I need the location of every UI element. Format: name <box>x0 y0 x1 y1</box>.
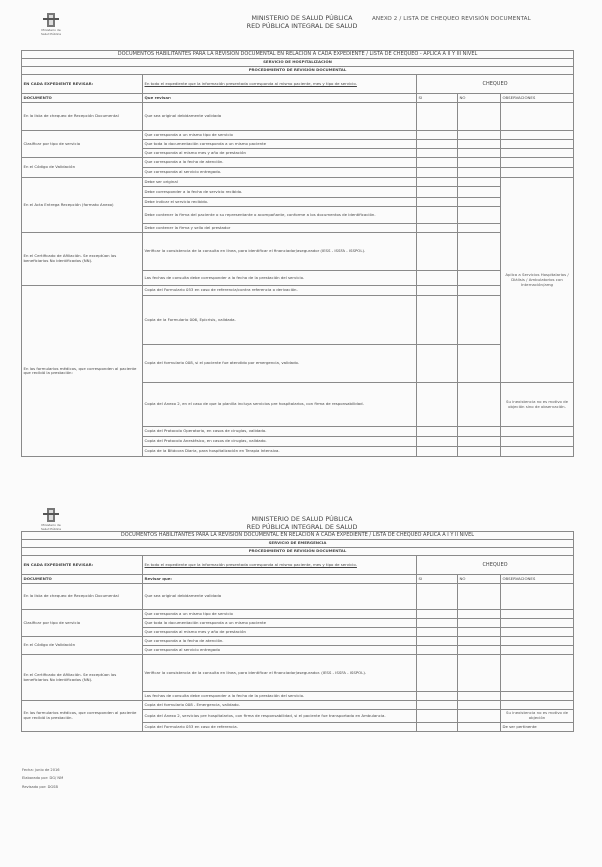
row-check: Que corresponda a la fecha de atención. <box>143 637 417 646</box>
no-cell[interactable] <box>458 345 501 383</box>
row-check: Que corresponda a un mismo tipo de servicio <box>143 131 417 140</box>
row-check: Copia del formulario 008, si el paciente fue atendido por emergencia, validado. <box>143 345 417 383</box>
obs-cell[interactable] <box>501 131 574 140</box>
service-name: SERVICIO DE EMERGENCIA <box>22 540 574 548</box>
row-check: Que corresponda al mismo mes y año de prestación <box>143 628 417 637</box>
no-cell[interactable] <box>458 140 501 149</box>
no-cell[interactable] <box>458 207 501 224</box>
no-cell[interactable] <box>458 149 501 158</box>
row-check: Que sea original debidamente validada <box>143 103 417 131</box>
si-cell[interactable] <box>417 584 458 610</box>
network-name: RED PÚBLICA INTEGRAL DE SALUD <box>246 22 358 30</box>
row-document: En el Certificado de Afiliación. Se exceptúan los beneficiarios No identificados (NN). <box>22 233 143 286</box>
si-cell[interactable] <box>417 187 458 198</box>
row-check: Copia del Protocolo Operatorio, en casos de cirugías, validado. <box>143 427 417 437</box>
si-cell[interactable] <box>417 224 458 233</box>
applies-note: Aplica a Servicios Hospitalarios / Diálisis / Ambulatorios con Internación/amg <box>501 178 574 383</box>
row-document: En los formularios médicos, que corresponden al paciente que recibió la prestación. <box>22 701 143 732</box>
row-check: Que toda la documentación corresponda a un mismo paciente <box>143 619 417 628</box>
row-check: Copia del Anexo 2, en el caso de que la planilla incluya servicios pre hospitalarios, con firma de responsabilidad. <box>143 383 417 427</box>
row-document: En la lista de chequeo de Recepción Documental <box>22 103 143 131</box>
si-cell[interactable] <box>417 701 458 710</box>
si-cell[interactable] <box>417 447 458 457</box>
obs-cell[interactable] <box>501 692 574 701</box>
row-document: En la lista de chequeo de Recepción Documental <box>22 584 143 610</box>
ministry-logo-icon <box>38 507 64 523</box>
row-observation: De ser pertinente <box>501 723 574 732</box>
row-check: Debe ser original <box>143 178 417 187</box>
table-title: DOCUMENTOS HABILITANTES PARA LA REVISIÓN DOCUMENTAL EN RELACIÓN A CADA EXPEDIENTE / LISTA DE CHEQUEO - APLICA A II Y III NIVEL <box>22 51 574 59</box>
row-check: Que corresponda a la fecha de atención. <box>143 158 417 168</box>
cheqeo-header: CHEQUEO <box>417 556 574 575</box>
si-cell[interactable] <box>417 103 458 131</box>
check-label: EN CADA EXPEDIENTE REVISAR: <box>22 75 143 94</box>
cheqeo-header: CHEQUEO <box>417 75 574 94</box>
obs-cell[interactable] <box>501 103 574 131</box>
row-document: Clasificar por tipo de servicio <box>22 610 143 637</box>
no-cell[interactable] <box>458 224 501 233</box>
obs-cell[interactable] <box>501 168 574 178</box>
obs-cell[interactable] <box>501 637 574 646</box>
row-check: Las fechas de consulta debe corresponder a la fecha de la prestación del servicio. <box>143 692 417 701</box>
si-cell[interactable] <box>417 140 458 149</box>
row-document: En el Código de Validación <box>22 637 143 655</box>
obs-cell[interactable] <box>501 140 574 149</box>
si-cell[interactable] <box>417 383 458 427</box>
row-check: Que sea original debidamente validada <box>143 584 417 610</box>
footer-reviewed-by: Revisado por: DGSB <box>22 784 58 789</box>
obs-cell[interactable] <box>501 584 574 610</box>
no-cell[interactable] <box>458 286 501 296</box>
no-cell[interactable] <box>458 701 501 710</box>
si-cell[interactable] <box>417 619 458 628</box>
si-cell[interactable] <box>417 286 458 296</box>
si-cell[interactable] <box>417 692 458 701</box>
network-name: RED PÚBLICA INTEGRAL DE SALUD <box>246 523 358 531</box>
row-check: Copia del Formulario 053 en caso de referencia/contra referencia o derivación. <box>143 286 417 296</box>
obs-cell[interactable] <box>501 628 574 637</box>
row-check: Que corresponda a un mismo tipo de servicio <box>143 610 417 619</box>
no-cell[interactable] <box>458 628 501 637</box>
check-text: En todo el expediente que la información presentada corresponda al mismo paciente, mes y tipo de servicio. <box>143 75 417 94</box>
si-cell[interactable] <box>417 427 458 437</box>
col-no: NO <box>458 94 501 103</box>
col-review: Que revisar: <box>143 94 417 103</box>
no-cell[interactable] <box>458 655 501 692</box>
row-observation: Su inexistencia no es motivo de objeción <box>501 710 574 723</box>
obs-cell[interactable] <box>501 158 574 168</box>
col-review: Revisar que: <box>143 575 417 584</box>
row-check: Copia de la Bitácora Diaria, para hospitalización en Terapia Intensiva. <box>143 447 417 457</box>
footer-notes <box>22 766 63 791</box>
row-check: Debe corresponder a la fecha de servicio recibido. <box>143 187 417 198</box>
service-name: SERVICIO DE HOSPITALIZACIÓN <box>22 59 574 67</box>
row-check: Que corresponda al servicio entregado <box>143 646 417 655</box>
row-check: Que corresponda al mismo mes y año de prestación <box>143 149 417 158</box>
no-cell[interactable] <box>458 584 501 610</box>
ministry-name: MINISTERIO DE SALUD PÚBLICA <box>251 14 353 22</box>
row-document: Clasificar por tipo de servicio <box>22 131 143 158</box>
procedure-name: PROCEDIMIENTO DE REVISIÓN DOCUMENTAL <box>22 67 574 75</box>
no-cell[interactable] <box>458 168 501 178</box>
si-cell[interactable] <box>417 345 458 383</box>
checklist-table-hospitalization <box>21 50 574 457</box>
ministry-name: MINISTERIO DE SALUD PÚBLICA <box>251 515 353 523</box>
row-check: Verificar la consistencia de la consulta en línea, para identificar el financiador/asegurador (IESS - ISSFA - ISSPOL). <box>143 233 417 271</box>
ministry-logo <box>38 12 64 34</box>
row-check: Debe contener la firma del paciente o su representante o acompañante, conforme a los documentos de identificación. <box>143 207 417 224</box>
no-cell[interactable] <box>458 646 501 655</box>
check-text: En todo el expediente que la información presentada corresponda al mismo paciente, mes y tipo de servicio. <box>143 556 417 575</box>
obs-cell[interactable] <box>501 437 574 447</box>
row-check: Debe indicar el servicio recibido. <box>143 198 417 207</box>
obs-cell[interactable] <box>501 655 574 692</box>
ministry-logo <box>38 507 64 529</box>
row-check: Copia del Anexo 2, servicios pre hospitalarios, con firma de responsabilidad, si el paciente fue transportado en Ambulancia. <box>143 710 417 723</box>
obs-cell[interactable] <box>501 701 574 710</box>
col-document: DOCUMENTO <box>22 575 143 584</box>
si-cell[interactable] <box>417 723 458 732</box>
si-cell[interactable] <box>417 178 458 187</box>
si-cell[interactable] <box>417 233 458 271</box>
row-check: Las fechas de consulta debe corresponder a la fecha de la prestación del servicio. <box>143 271 417 286</box>
footer-prepared-by: Elaborado por: DG/ NM <box>22 776 64 781</box>
no-cell[interactable] <box>458 271 501 286</box>
logo-caption: Ministerio de Salud Pública <box>40 523 62 531</box>
checklist-table-emergency <box>21 531 574 732</box>
no-cell[interactable] <box>458 637 501 646</box>
logo-caption: Ministerio de Salud Pública <box>40 28 62 36</box>
obs-cell[interactable] <box>501 427 574 437</box>
no-cell[interactable] <box>458 427 501 437</box>
no-cell[interactable] <box>458 619 501 628</box>
obs-cell[interactable] <box>501 646 574 655</box>
no-cell[interactable] <box>458 710 501 723</box>
row-document: En el Acta Entrega Recepción (formato Anexo) <box>22 178 143 233</box>
si-cell[interactable] <box>417 610 458 619</box>
si-cell[interactable] <box>417 628 458 637</box>
no-cell[interactable] <box>458 383 501 427</box>
col-document: DOCUMENTO <box>22 94 143 103</box>
row-document: En los formularios médicos, que corresponden al paciente que recibió la prestación: <box>22 286 143 457</box>
no-cell[interactable] <box>458 447 501 457</box>
si-cell[interactable] <box>417 655 458 692</box>
row-check: Copia de la Formulario 006, Epicrisis, validada. <box>143 296 417 345</box>
ministry-title <box>232 14 372 30</box>
si-cell[interactable] <box>417 207 458 224</box>
si-cell[interactable] <box>417 149 458 158</box>
si-cell[interactable] <box>417 168 458 178</box>
no-cell[interactable] <box>458 198 501 207</box>
si-cell[interactable] <box>417 158 458 168</box>
row-check: Que corresponda al servicio entregado. <box>143 168 417 178</box>
si-cell[interactable] <box>417 296 458 345</box>
no-cell[interactable] <box>458 187 501 198</box>
obs-cell[interactable] <box>501 447 574 457</box>
no-cell[interactable] <box>458 178 501 187</box>
col-no: NO <box>458 575 501 584</box>
no-cell[interactable] <box>458 158 501 168</box>
no-cell[interactable] <box>458 610 501 619</box>
col-observations: OBSERVACIONES <box>501 575 574 584</box>
no-cell[interactable] <box>458 233 501 271</box>
si-cell[interactable] <box>417 131 458 140</box>
row-check: Que toda la documentación corresponda a un mismo paciente <box>143 140 417 149</box>
row-check: Copia del Protocolo Anestésico, en casos de cirugías, validado. <box>143 437 417 447</box>
row-document: En el Código de Validación <box>22 158 143 178</box>
row-check: Copia del formulario 008 - Emergencia, validado. <box>143 701 417 710</box>
footer-date: Fecha: junio de 2016 <box>22 768 60 772</box>
col-si: SI <box>417 94 458 103</box>
si-cell[interactable] <box>417 637 458 646</box>
si-cell[interactable] <box>417 710 458 723</box>
obs-cell[interactable] <box>501 619 574 628</box>
si-cell[interactable] <box>417 437 458 447</box>
check-label: EN CADA EXPEDIENTE REVISAR: <box>22 556 143 575</box>
col-observations: OBSERVACIONES <box>501 94 574 103</box>
row-observation: Su inexistencia no es motivo de objeción sino de observación. <box>501 383 574 427</box>
obs-cell[interactable] <box>501 610 574 619</box>
no-cell[interactable] <box>458 103 501 131</box>
row-check: Verificar la consistencia de la consulta en línea, para identificar el financiador/asegurador. (IESS - ISSFA - ISSPOL). <box>143 655 417 692</box>
no-cell[interactable] <box>458 131 501 140</box>
annex-label: ANEXO 2 / LISTA DE CHEQUEO REVISIÓN DOCUMENTAL <box>372 16 531 22</box>
row-check: Debe contener la firma y sello del prestador <box>143 224 417 233</box>
si-cell[interactable] <box>417 271 458 286</box>
procedure-name: PROCEDIMIENTO DE REVISIÓN DOCUMENTAL <box>22 548 574 556</box>
ministry-logo-icon <box>38 12 64 28</box>
no-cell[interactable] <box>458 723 501 732</box>
no-cell[interactable] <box>458 692 501 701</box>
row-check: Copia del Formulario 053 en caso de referencia. <box>143 723 417 732</box>
table-title: DOCUMENTOS HABILITANTES PARA LA REVISIÓN DOCUMENTAL EN RELACIÓN A CADA EXPEDIENTE / LISTA DE CHEQUEO APLICA A I Y II NIVEL <box>22 532 574 540</box>
col-si: SI <box>417 575 458 584</box>
si-cell[interactable] <box>417 198 458 207</box>
no-cell[interactable] <box>458 437 501 447</box>
no-cell[interactable] <box>458 296 501 345</box>
row-document: En el Certificado de Afiliación. Se exceptúan los beneficiarios No identificados (NN). <box>22 655 143 701</box>
si-cell[interactable] <box>417 646 458 655</box>
ministry-title <box>232 515 372 531</box>
obs-cell[interactable] <box>501 149 574 158</box>
